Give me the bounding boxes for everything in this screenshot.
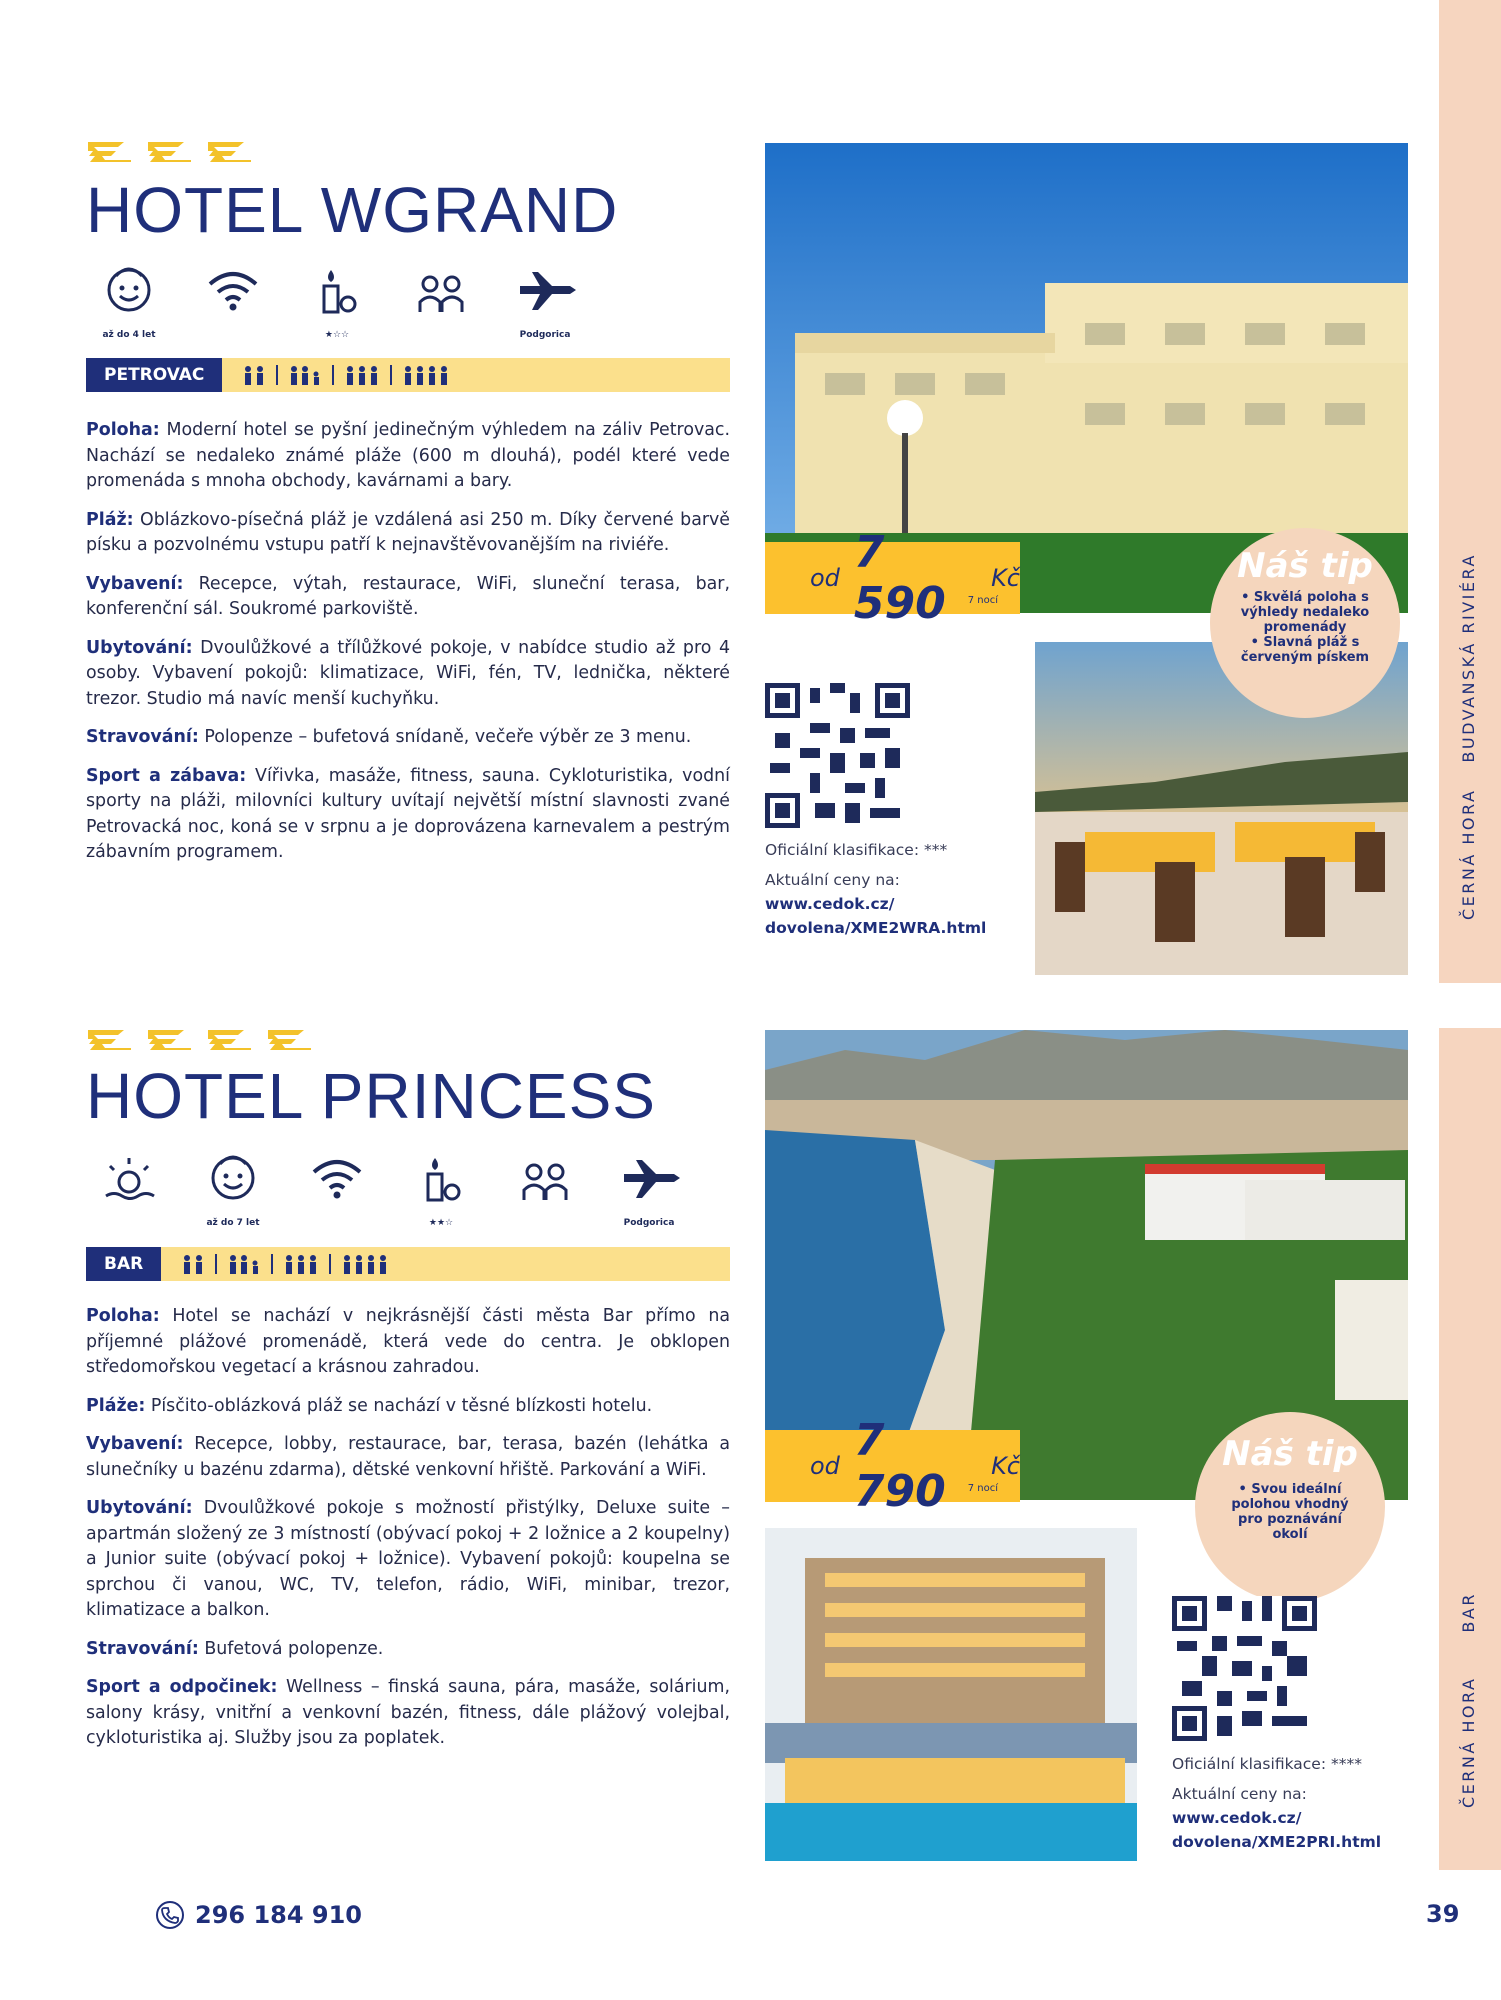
section-poloha: Poloha: Hotel se nachází v nejkrásnější části města Bar přímo na příjemné plážové promenádě, která vede do centra. Je obklopen středomořskou vegetací a krásnou zahradou. [86, 1306, 730, 1377]
wellness-badge: ★★☆ [398, 1134, 484, 1226]
star-icon [86, 140, 132, 162]
flight-badge: Podgorica [502, 246, 588, 338]
page-number: 39 [1426, 1900, 1460, 1928]
hotel-description [86, 1304, 730, 1765]
star-rating-princess [86, 1028, 312, 1050]
beach-badge [86, 1134, 172, 1226]
wellness-badge: ★☆☆ [294, 246, 380, 338]
location-label: PETROVAC [86, 358, 222, 392]
flight-badge: Podgorica [606, 1134, 692, 1226]
person-icon [402, 365, 450, 385]
price-amount: 7 790 [853, 1415, 946, 1517]
airplane-icon [606, 1134, 692, 1226]
person-icon [181, 1254, 205, 1274]
section-plaz: Pláž: Oblázkovo-písečná pláž je vzdálená asi 250 m. Díky červené barvě písku a pozvolnému vstupu patří k nejnavštěvovanějším na riviéře. [86, 509, 730, 555]
location-label: BAR [86, 1247, 161, 1281]
url-link[interactable]: dovolena/XME2PRI.html [1172, 1833, 1382, 1851]
section-sport: Sport a odpočinek: Wellness – finská sauna, pára, masáže, solárium, salony krásy, vnitřní a venkovní bazén, fitness, dále plážový volejbal, cykloturistika aj. Služby jsou za poplatek. [86, 1677, 730, 1748]
wifi-badge [190, 246, 276, 338]
star-icon [86, 1028, 132, 1050]
star-rating-wgrand [86, 140, 252, 162]
section-stravovani: Stravování: Polopenze – bufetová snídaně, večeře výběr ze 3 menu. [86, 727, 692, 747]
star-icon [146, 1028, 192, 1050]
phone-icon [155, 1900, 185, 1930]
family-badge [502, 1134, 588, 1226]
price-badge: od 7 590 Kč 7 nocí [765, 542, 1020, 614]
section-vybaveni: Vybavení: Recepce, výtah, restaurace, WiFi, sluneční terasa, bar, konferenční sál. Soukromé parkoviště. [86, 573, 730, 619]
candle-flower-icon [398, 1134, 484, 1226]
occupancy-icons [242, 365, 460, 385]
location-bar [86, 1247, 730, 1281]
section-plaze: Pláže: Písčito-oblázková pláž se nachází v těsné blízkosti hotelu. [86, 1395, 653, 1416]
airplane-icon [502, 246, 588, 338]
booking-info: Oficiální klasifikace: **** Aktuální ceny na: www.cedok.cz/ dovolena/XME2PRI.html [1172, 1755, 1382, 1851]
classification-stars: *** [924, 841, 948, 859]
url-link[interactable]: www.cedok.cz/ [1172, 1809, 1302, 1827]
family-badge [398, 246, 484, 338]
classification-stars: **** [1331, 1755, 1362, 1773]
star-icon [266, 1028, 312, 1050]
url-link[interactable]: www.cedok.cz/ [765, 895, 895, 913]
family-icon [502, 1134, 588, 1226]
candle-flower-icon [294, 246, 380, 338]
url-link[interactable]: dovolena/XME2WRA.html [765, 919, 987, 937]
person-icon [341, 1254, 389, 1274]
beach-sun-icon [86, 1134, 172, 1226]
section-ubytovani: Ubytování: Dvoulůžkové a třílůžkové pokoje, v nabídce studio až pro 4 osoby. Vybavení pokojů: klimatizace, WiFi, fén, TV, lednička, některé trezor. Studio má navíc menší kuchyňku. [86, 637, 731, 709]
child-face-icon [190, 1134, 276, 1226]
hotel-title: HOTEL PRINCESS [86, 1060, 656, 1132]
star-icon [146, 140, 192, 162]
footer-phone[interactable]: 296 184 910 [155, 1900, 362, 1930]
person-icon [344, 365, 380, 385]
star-icon [206, 1028, 252, 1050]
wifi-icon [294, 1134, 380, 1226]
person-icon [227, 1254, 261, 1274]
qr-code[interactable] [765, 683, 910, 828]
person-icon [288, 365, 322, 385]
hotel-description [86, 418, 730, 879]
our-tip-badge: Náš tip • Svou ideální polohou vhodný pro poznávání okolí [1195, 1412, 1385, 1602]
side-tab: ČERNÁ HORABUDVANSKÁ RIVIÉRA [1439, 0, 1501, 983]
child-free-badge: až do 7 let [190, 1134, 276, 1226]
wifi-icon [190, 246, 276, 338]
section-vybaveni: Vybavení: Recepce, lobby, restaurace, bar, terasa, bazén (lehátka a slunečníky u bazénu zdarma), dětské venkovní hřiště. Parkování a WiFi. [86, 1434, 731, 1480]
hotel-photo-pool [765, 1528, 1137, 1861]
person-icon [283, 1254, 319, 1274]
booking-info: Oficiální klasifikace: *** Aktuální ceny na: www.cedok.cz/ dovolena/XME2WRA.html [765, 841, 987, 937]
occupancy-icons [181, 1254, 399, 1274]
price-amount: 7 590 [853, 527, 946, 629]
section-poloha: Poloha: Moderní hotel se pyšní jedinečným výhledem na záliv Petrovac. Nachází se nedaleko známé pláže (600 m dlouhá), podél které vede promenáda s mnoha obchody, kavárnami a bary. [86, 420, 731, 491]
family-icon [398, 246, 484, 338]
child-free-badge: až do 4 let [86, 246, 172, 338]
hotel-title: HOTEL WGRAND [86, 174, 619, 246]
qr-code[interactable] [1172, 1596, 1317, 1741]
amenity-icons-princess [86, 1134, 692, 1226]
wifi-badge [294, 1134, 380, 1226]
section-sport: Sport a zábava: Vířivka, masáže, fitness, sauna. Cykloturistika, vodní sporty na pláži, milovníci kultury uvítají největší místní slavnosti zvané Petrovacká noc, koná se v srpnu a je doprovázena karnevalem a pestrým zábavním programem. [86, 765, 730, 862]
side-tab: ČERNÁ HORABAR [1439, 1028, 1501, 1870]
price-badge: od 7 790 Kč 7 nocí [765, 1430, 1020, 1502]
section-ubytovani: Ubytování: Dvoulůžkové pokoje s možností přistýlky, Deluxe suite – apartmán složený ze 3 místností (obývací pokoj + 2 ložnice a 2 koupelny) a Junior suite (obývací pokoj + ložnice). Vybavení pokojů: koupelna se sprchou či vanou, WC, TV, telefon, rádio, WiFi, minibar, trezor, klimatizace a balkon. [86, 1498, 731, 1620]
star-icon [206, 140, 252, 162]
our-tip-badge: Náš tip • Skvělá poloha s výhledy nedaleko promenády • Slavná pláž s červeným pískem [1210, 528, 1400, 718]
amenity-icons-wgrand [86, 246, 588, 338]
child-face-icon [86, 246, 172, 338]
person-icon [242, 365, 266, 385]
location-bar [86, 358, 730, 392]
section-stravovani: Stravování: Bufetová polopenze. [86, 1638, 384, 1659]
